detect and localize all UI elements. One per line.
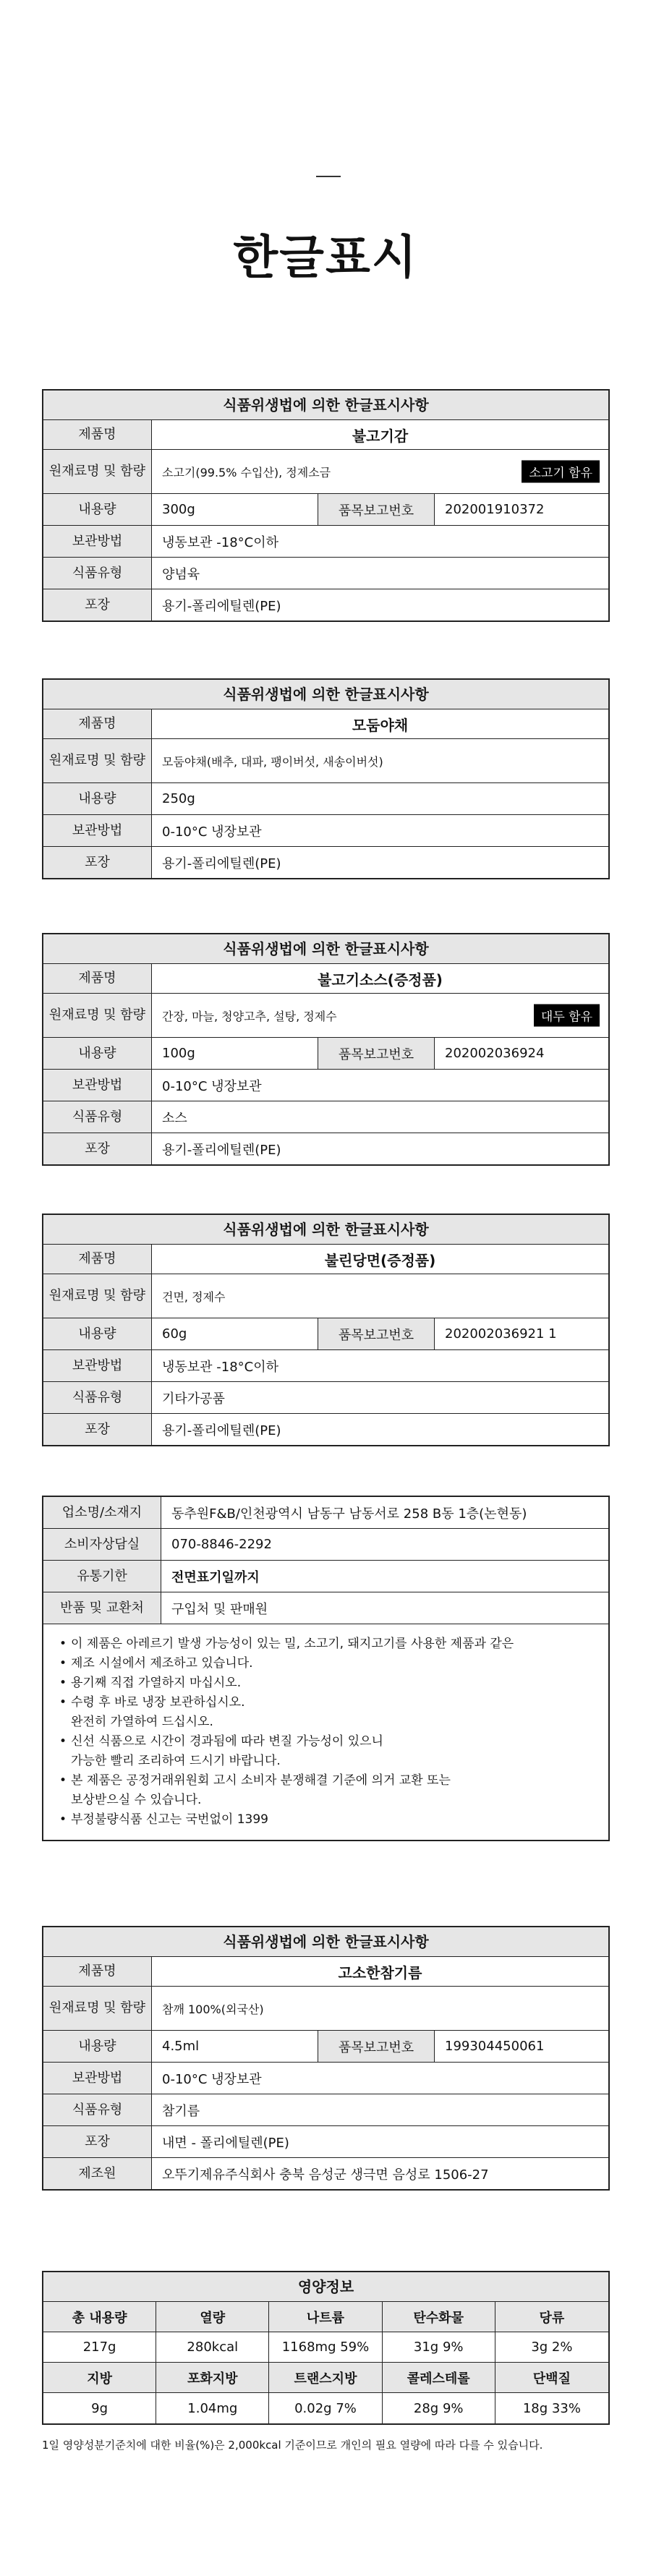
amount-label: 내용량 (43, 783, 152, 814)
pack-value: 용기-폴리에틸렌(PE) (162, 1423, 281, 1438)
product-name: 고소한참기름 (338, 1963, 422, 1982)
storage-value: 0-10°C 냉장보관 (162, 824, 262, 840)
amount-label: 내용량 (43, 1318, 152, 1349)
nutrient-value: 3g 2% (495, 2332, 608, 2363)
product-name: 불린당면(증정품) (324, 1251, 436, 1269)
pack-value: 용기-폴리에틸렌(PE) (162, 1142, 281, 1158)
amount-label: 내용량 (43, 2031, 152, 2062)
nutrient-label: 포화지방 (156, 2363, 269, 2393)
table-header: 식품위생법에 의한 한글표시사항 (43, 680, 608, 709)
amount-label: 내용량 (43, 494, 152, 525)
storage-label: 보관방법 (43, 815, 152, 846)
ingredients-label: 원재료명 및 함량 (43, 450, 152, 493)
nutrient-value: 0.02g 7% (269, 2393, 382, 2423)
allergen-badge: 대두 함유 (534, 1005, 600, 1027)
note-line: • 수령 후 바로 냉장 보관하십시오. (59, 1693, 514, 1713)
nutrition-footnote: 1일 영양성분기준치에 대한 비율(%)은 2,000kcal 기준이므로 개인의 필요 열량에 따라 다를 수 있습니다. (42, 2439, 543, 2452)
report-label: 품목보고번호 (318, 494, 435, 525)
amount-label: 내용량 (43, 1038, 152, 1069)
nutrient-label: 콜레스테롤 (383, 2363, 495, 2393)
pack-label: 포장 (43, 1133, 152, 1164)
type-label: 식품유형 (43, 558, 152, 589)
consult-phone: 070-8846-2292 (171, 1537, 272, 1552)
nutrient-label: 탄수화물 (383, 2302, 495, 2332)
nutrient-value: 18g 33% (522, 2400, 581, 2416)
nutrient-value: 280kcal (156, 2332, 269, 2363)
ingredients-value: 참깨 100%(외국산) (162, 2002, 264, 2016)
product-name: 불고기감 (352, 427, 409, 445)
nutrition-header: 영양정보 (43, 2272, 608, 2302)
nutrient-value: 1168mg 59% (269, 2332, 382, 2363)
pack-label: 포장 (43, 847, 152, 878)
ingredients-value: 건면, 정제수 (162, 1289, 226, 1304)
ingredients-label: 원재료명 및 함량 (43, 994, 152, 1037)
pack-label: 포장 (43, 2126, 152, 2157)
caution-notes (43, 1624, 527, 1840)
note-line: • 제조 시설에서 제조하고 있습니다. (59, 1654, 514, 1673)
nutrition-grid (43, 2302, 608, 2423)
ingredients-value: 간장, 마늘, 청양고추, 설탕, 정제수 (162, 1009, 337, 1023)
amount-value: 250g (162, 791, 195, 806)
amount-value: 100g (152, 1038, 318, 1069)
product-name: 모둠야채 (352, 716, 409, 734)
product-label: 제품명 (43, 1245, 152, 1274)
pack-value: 내면 - 폴리에틸렌(PE) (162, 2135, 289, 2151)
storage-value: 냉동보관 -18°C이하 (162, 1359, 279, 1375)
storage-label: 보관방법 (43, 2063, 152, 2094)
report-label: 품목보고번호 (318, 1038, 435, 1069)
top-dash (316, 176, 341, 177)
return-value: 구입처 및 판매원 (171, 1601, 268, 1617)
table-header: 식품위생법에 의한 한글표시사항 (43, 1215, 608, 1245)
storage-value: 0-10°C 냉장보관 (162, 1078, 262, 1094)
ingredients-value: 모둠야채(배추, 대파, 팽이버섯, 새송이버섯) (162, 754, 383, 769)
page-title: 한글표시 (233, 231, 418, 285)
amount-value: 60g (152, 1318, 318, 1349)
report-label: 품목보고번호 (318, 2031, 435, 2062)
maker-label: 업소명/소재지 (43, 1497, 161, 1528)
ingredients-label: 원재료명 및 함량 (43, 1987, 152, 2030)
maker-value: 동추원F&B/인천광역시 남동구 남동서로 258 B동 1층(논현동) (171, 1506, 527, 1522)
note-line: • 이 제품은 아레르기 발생 가능성이 있는 밀, 소고기, 돼지고기를 사용한 제품과 같은 (59, 1634, 514, 1654)
storage-value: 냉동보관 -18°C이하 (162, 534, 279, 550)
company-info-table (42, 1496, 610, 1841)
product-label: 제품명 (43, 709, 152, 738)
report-value: 202002036921 1 (445, 1326, 557, 1342)
table-header: 식품위생법에 의한 한글표시사항 (43, 934, 608, 964)
expiry-value: 전면표기일까지 (171, 1569, 260, 1585)
amount-value: 4.5ml (152, 2031, 318, 2062)
nutrient-value: 1.04mg (156, 2393, 269, 2423)
nutrient-label: 나트륨 (269, 2302, 382, 2332)
type-label: 식품유형 (43, 1382, 152, 1413)
nutrient-label: 총 내용량 (43, 2302, 156, 2332)
type-value: 양념육 (162, 566, 200, 582)
storage-label: 보관방법 (43, 1350, 152, 1381)
type-value: 기타가공품 (162, 1391, 225, 1407)
storage-label: 보관방법 (43, 526, 152, 557)
note-line: • 부정불량식품 신고는 국번없이 1399 (59, 1810, 514, 1830)
note-line: • 용기째 직접 가열하지 마십시오. (59, 1673, 514, 1693)
report-value: 199304450061 (445, 2039, 545, 2054)
pack-value: 용기-폴리에틸렌(PE) (162, 598, 281, 614)
ingredients-label: 원재료명 및 함량 (43, 739, 152, 782)
table-header: 식품위생법에 의한 한글표시사항 (43, 391, 608, 420)
product-name: 불고기소스(증정품) (318, 971, 443, 989)
table-header: 식품위생법에 의한 한글표시사항 (43, 1927, 608, 1957)
note-line: 완전히 가열하여 드십시오. (71, 1715, 213, 1729)
pack-label: 포장 (43, 1414, 152, 1445)
note-line: 가능한 빨리 조리하여 드시기 바랍니다. (71, 1754, 281, 1768)
storage-label: 보관방법 (43, 1070, 152, 1101)
label-table-noodles (42, 1214, 610, 1446)
nutrient-label: 단백질 (495, 2363, 608, 2393)
report-value: 202001910372 (445, 502, 545, 517)
type-label: 식품유형 (43, 2094, 152, 2125)
type-label: 식품유형 (43, 1101, 152, 1133)
note-line: • 본 제품은 공정거래위원회 고시 소비자 분쟁해결 기준에 의거 교환 또는 (59, 1771, 514, 1791)
report-label: 품목보고번호 (318, 1318, 435, 1349)
nutrient-label: 열량 (156, 2302, 269, 2332)
label-table-vegetables (42, 678, 610, 879)
nutrient-value: 31g 9% (383, 2332, 495, 2363)
label-table-sauce (42, 933, 610, 1166)
nutrient-value: 28g 9% (383, 2393, 495, 2423)
product-label: 제품명 (43, 420, 152, 449)
maker-value: 오뚜기제유주식회사 충북 음성군 생극면 음성로 1506-27 (162, 2167, 489, 2183)
nutrition-table (42, 2271, 610, 2425)
nutrient-value: 9g (43, 2393, 156, 2423)
label-table-bulgogi (42, 389, 610, 622)
ingredients-value: 소고기(99.5% 수입산), 정제소금 (162, 465, 331, 479)
amount-value: 300g (152, 494, 318, 525)
nutrient-label: 당류 (495, 2302, 608, 2332)
product-label: 제품명 (43, 1957, 152, 1986)
expiry-label: 유통기한 (43, 1561, 161, 1592)
maker-label: 제조원 (43, 2158, 152, 2189)
label-table-sesame-oil (42, 1926, 610, 2191)
return-label: 반품 및 교환처 (43, 1592, 161, 1624)
type-value: 참기름 (162, 2103, 200, 2119)
pack-value: 용기-폴리에틸렌(PE) (162, 856, 281, 871)
allergen-badge: 소고기 함유 (522, 461, 600, 483)
report-value: 202002036924 (445, 1046, 545, 1061)
note-line: 보상받으실 수 있습니다. (71, 1793, 202, 1807)
ingredients-label: 원재료명 및 함량 (43, 1274, 152, 1318)
pack-label: 포장 (43, 589, 152, 620)
nutrient-label: 트랜스지방 (269, 2363, 382, 2393)
note-line: • 신선 식품으로 시간이 경과됨에 따라 변질 가능성이 있으니 (59, 1732, 514, 1752)
product-label: 제품명 (43, 964, 152, 993)
nutrient-value: 217g (43, 2332, 156, 2363)
consult-label: 소비자상담실 (43, 1529, 161, 1560)
nutrient-label: 지방 (43, 2363, 156, 2393)
type-value: 소스 (162, 1110, 187, 1126)
storage-value: 0-10°C 냉장보관 (162, 2071, 262, 2087)
